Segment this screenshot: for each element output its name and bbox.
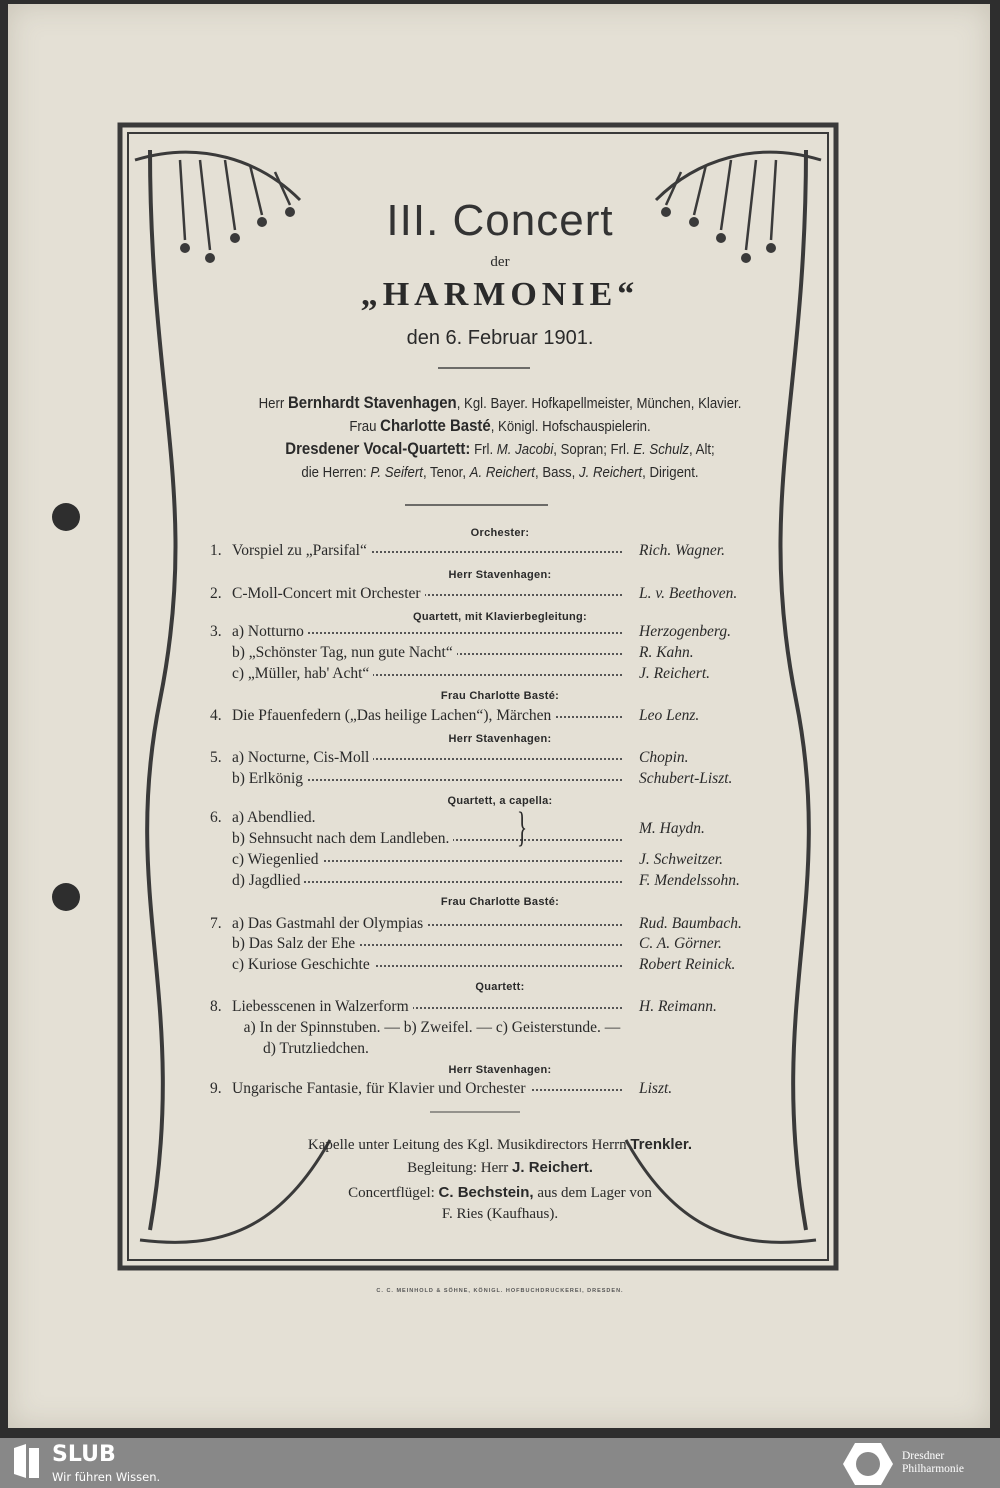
text-segment: , Sopran; Frl. <box>553 441 634 458</box>
printer-imprint: C. C. MEINHOLD & SÖHNE, KÖNIGL. HOFBUCHDRUCKEREI, DRESDEN. <box>376 1288 624 1294</box>
item-composer: Robert Reinick. <box>636 956 735 974</box>
section-heading: Orchester: <box>470 527 530 539</box>
item-title: c) „Müller, hab' Acht“ <box>232 665 373 683</box>
item-title: C-Moll-Concert mit Orchester <box>232 585 425 603</box>
item-number: 7. <box>210 915 222 932</box>
program-item <box>0 542 1000 562</box>
text-segment: die Herren: <box>301 464 371 481</box>
program-item <box>0 809 1000 829</box>
item-title: a) In der Spinnstuben. — b) Zweifel. — c) Geisterstunde. — <box>232 1019 624 1037</box>
section-heading: Quartett, a capella: <box>447 795 553 807</box>
item-composer: Liszt. <box>636 1080 672 1098</box>
footer-line <box>0 1159 1000 1177</box>
text-segment: P. Seifert <box>370 464 423 481</box>
text-segment: Concertflügel: <box>348 1185 439 1201</box>
section-heading: Herr Stavenhagen: <box>448 569 552 581</box>
text-segment: J. Reichert. <box>512 1159 593 1176</box>
footer-line <box>0 1184 1000 1202</box>
program-item <box>0 1040 1000 1060</box>
item-composer: Schubert-Liszt. <box>636 770 732 788</box>
program-item <box>0 707 1000 727</box>
item-title: Ungarische Fantasie, für Klavier und Orchester <box>232 1080 530 1098</box>
item-number: 5. <box>210 749 222 766</box>
item-title: b) Erlkönig <box>232 770 307 788</box>
slub-book-icon <box>12 1444 42 1480</box>
item-composer: Rud. Baumbach. <box>636 915 742 933</box>
program-item <box>0 1019 1000 1039</box>
performer-line <box>60 439 940 459</box>
text-segment: , Bass, <box>534 464 580 481</box>
item-title: a) Abendlied. <box>232 809 320 827</box>
text-segment: Begleitung: Herr <box>407 1160 513 1176</box>
program-item <box>0 915 1000 935</box>
text-segment: , Königl. Hofschauspielerin. <box>490 418 651 435</box>
item-number: 9. <box>210 1080 222 1097</box>
program-item <box>0 585 1000 605</box>
item-title: b) Sehnsucht nach dem Landleben. <box>232 830 453 848</box>
text-segment: Herr <box>258 395 288 412</box>
text-segment: Frl. <box>470 441 497 458</box>
footer-line <box>0 1206 1000 1223</box>
item-number: 2. <box>210 585 222 602</box>
item-title: b) „Schönster Tag, nun gute Nacht“ <box>232 644 457 662</box>
program-item <box>0 998 1000 1018</box>
text-segment: A. Reichert <box>469 464 535 481</box>
item-number: 1. <box>210 542 222 559</box>
item-composer: R. Kahn. <box>636 644 694 662</box>
item-composer: Chopin. <box>636 749 689 767</box>
text-segment: Kapelle unter Leitung des Kgl. Musikdirectors Herrn <box>307 1137 631 1153</box>
item-title: Die Pfauenfedern („Das heilige Lachen“), Märchen <box>232 707 555 725</box>
item-title: Liebesscenen in Walzerform <box>232 998 413 1016</box>
item-title: d) Jagdlied <box>232 872 304 890</box>
text-segment: E. Schulz <box>633 441 690 458</box>
text-segment: Bernhardt Stavenhagen <box>287 393 457 412</box>
item-composer: M. Haydn. <box>636 820 705 838</box>
text-segment: Trenkler. <box>630 1136 693 1153</box>
item-title: b) Das Salz der Ehe <box>232 935 359 953</box>
item-title: Vorspiel zu „Parsifal“ <box>232 542 371 560</box>
text-segment: Dresdener Vocal-Quartett: <box>285 439 471 458</box>
concert-date: den 6. Februar 1901. <box>406 327 594 349</box>
der-label: der <box>490 254 510 270</box>
branding-bar <box>0 1438 1000 1488</box>
section-heading: Quartett, mit Klavierbegleitung: <box>412 611 587 623</box>
performer-line <box>60 464 940 481</box>
item-composer: L. v. Beethoven. <box>636 585 737 603</box>
text-segment: Charlotte Basté <box>380 416 491 435</box>
text-segment: , Kgl. Bayer. Hofkapellmeister, München, Klavier. <box>456 395 742 412</box>
concert-title: III. Concert <box>386 196 614 245</box>
text-segment: aus dem Lager von <box>533 1185 652 1201</box>
item-composer: J. Reichert. <box>636 665 710 683</box>
performer-line <box>60 416 940 436</box>
text-segment: , Dirigent. <box>642 464 699 481</box>
program-item <box>0 956 1000 976</box>
text-segment: , Alt; <box>689 441 715 458</box>
text-segment: C. Bechstein, <box>438 1184 534 1201</box>
item-title: a) Das Gastmahl der Olympias <box>232 915 427 933</box>
item-number: 8. <box>210 998 222 1015</box>
item-composer: Leo Lenz. <box>636 707 699 725</box>
item-title: a) Nocturne, Cis-Moll <box>232 749 373 767</box>
program-item <box>0 770 1000 790</box>
slub-tagline: Wir führen Wissen. <box>52 1470 161 1484</box>
item-title: c) Kuriose Geschichte <box>232 956 374 974</box>
section-heading: Herr Stavenhagen: <box>448 1064 552 1076</box>
philharmonie-logo-icon <box>843 1441 893 1487</box>
item-composer: Herzogenberg. <box>636 623 731 641</box>
item-composer: C. A. Görner. <box>636 935 722 953</box>
item-composer: F. Mendelssohn. <box>636 872 740 890</box>
item-title: c) Wiegenlied <box>232 851 322 869</box>
item-composer: J. Schweitzer. <box>636 851 723 869</box>
item-composer: Rich. Wagner. <box>636 542 725 560</box>
text-segment: Frau <box>349 418 381 435</box>
footer-line <box>0 1136 1000 1154</box>
item-composer: H. Reimann. <box>636 998 717 1016</box>
program-item <box>0 665 1000 685</box>
text-segment: , Tenor, <box>422 464 470 481</box>
section-heading: Frau Charlotte Basté: <box>440 896 560 908</box>
slub-logo-text: SLUB <box>52 1442 116 1467</box>
program-item <box>0 749 1000 769</box>
program-item <box>0 935 1000 955</box>
program-item <box>0 872 1000 892</box>
section-heading: Herr Stavenhagen: <box>448 733 552 745</box>
text-segment: J. Reichert <box>579 464 643 481</box>
program-item <box>0 1080 1000 1100</box>
section-heading: Frau Charlotte Basté: <box>440 690 560 702</box>
item-number: 6. <box>210 809 222 826</box>
program-item <box>0 623 1000 643</box>
item-title: d) Trutzliedchen. <box>232 1040 373 1058</box>
program-item <box>0 851 1000 871</box>
item-number: 3. <box>210 623 222 640</box>
program-item <box>0 644 1000 664</box>
brace-icon: } <box>517 805 528 851</box>
performer-line <box>60 393 940 413</box>
section-heading: Quartett: <box>475 981 525 993</box>
partner-name: Dresdner Philharmonie <box>902 1450 964 1475</box>
society-name: „HARMONIE“ <box>360 276 640 313</box>
item-number: 4. <box>210 707 222 724</box>
item-title: a) Notturno <box>232 623 308 641</box>
text-segment: F. Ries (Kaufhaus). <box>441 1206 559 1222</box>
text-segment: M. Jacobi <box>496 441 554 458</box>
